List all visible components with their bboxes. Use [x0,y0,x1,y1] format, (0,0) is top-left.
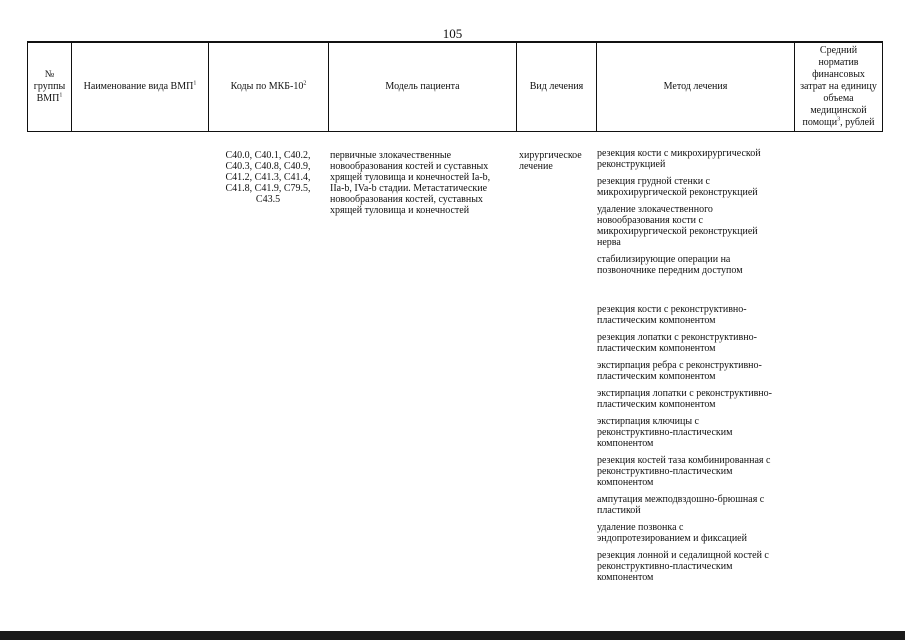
patient-model-line: хрящей туловища и конечностей [330,205,470,216]
icd-codes-line: C40.0, C40.1, C40.2, [225,150,311,161]
treatment-kind-cell [519,150,591,172]
method-line: стабилизирующие операции на [597,254,731,265]
method-line: пластическим компонентом [597,399,716,410]
icd-codes-line: C43.5 [255,194,281,205]
footnote-marker: 1 [193,80,197,87]
header-vmp-name-text: Наименование вида ВМП [83,81,194,92]
method-line: резекция кости с реконструктивно- [597,304,747,315]
treatment-method-item [597,148,793,170]
method-line: реконструктивно-пластическим [597,466,733,477]
treatment-method-item [597,388,793,410]
treatment-method-item [597,550,793,583]
header-average-cost-line: Средний [819,45,858,56]
header-average-cost-line: медицинской [810,105,867,116]
method-line: резекция грудной стенки с [597,176,710,187]
method-line: резекция кости с микрохирургической [597,148,761,159]
footnote-marker: 1 [59,92,63,99]
patient-model-line: новообразования костей, суставных [330,194,483,205]
method-line: микрохирургической реконструкцией [597,226,758,237]
header-average-cost-line: , рублей [840,117,875,128]
method-line: удаление позвонка с [597,522,684,533]
method-line: реконструкцией [597,159,666,170]
header-group-number-line1: группы [33,81,66,92]
treatment-kind-line: лечение [519,161,553,172]
patient-model-line: новообразования костей и суставных [330,161,489,172]
header-icd-codes [209,43,328,131]
footnote-marker: 2 [303,80,307,87]
icd-codes-line: C41.8, C41.9, C79.5, [225,183,311,194]
patient-model-line: IIa-b, IVa-b стадии. Метастатические [330,183,488,194]
footnote-marker: 3 [837,116,841,123]
column-divider [882,41,883,131]
icd-codes-cell [218,150,318,205]
method-line: компонентом [597,438,654,449]
header-vmp-name [72,43,208,131]
method-line: реконструктивно-пластическим [597,561,733,572]
header-average-cost-line: объема [823,93,854,104]
method-line: компонентом [597,477,654,488]
icd-codes-line: C41.2, C41.3, C41.4, [225,172,311,183]
method-line: новообразования кости с [597,215,703,226]
header-average-cost-line: помощи [802,117,838,128]
header-icd-codes-text: Коды по МКБ-10 [230,81,304,92]
treatment-method-item [597,360,793,382]
method-line: экстирпация ребра с реконструктивно- [597,360,762,371]
page-number: 105 [442,26,463,41]
header-bottom-border [27,131,883,132]
patient-model-line: хрящей туловища и конечностей Ia-b, [330,172,491,183]
header-patient-model: Модель пациента [385,81,460,92]
header-treatment-kind: Вид лечения [529,81,584,92]
method-line: эндопротезированием и фиксацией [597,533,747,544]
method-line: пластикой [597,505,641,516]
method-line: ампутация межподвздошно-брюшная с [597,494,765,505]
method-line: пластическим компонентом [597,343,716,354]
method-line: удаление злокачественного [597,204,713,215]
treatment-method-item [597,254,793,276]
treatment-method-item [597,416,793,449]
header-average-cost [795,43,882,131]
method-line: резекция костей таза комбинированная с [597,455,771,466]
treatment-kind-line: хирургическое [519,150,582,161]
method-line: пластическим компонентом [597,315,716,326]
method-line: резекция лопатки с реконструктивно- [597,332,757,343]
treatment-method-item [597,522,793,544]
treatment-method-item [597,304,793,326]
header-group-number-symbol: № [44,69,55,80]
medical-care-table [27,41,883,641]
icd-codes-line: C40.3, C40.8, C40.9, [225,161,311,172]
method-line: компонентом [597,572,654,583]
scan-bottom-edge [0,631,905,640]
treatment-method-item [597,176,793,198]
method-line: реконструктивно-пластическим [597,427,733,438]
method-line: пластическим компонентом [597,371,716,382]
header-average-cost-line: затрат на единицу [800,81,877,92]
patient-model-cell [330,150,516,216]
treatment-method-item [597,455,793,488]
method-line: позвоночнике передним доступом [597,265,743,276]
header-group-number-line2: ВМП [36,93,60,104]
method-line: экстирпация лопатки с реконструктивно- [597,388,772,399]
treatment-methods-cell [597,148,793,589]
method-line: резекция лонной и седалищной костей с [597,550,769,561]
method-line: нерва [597,237,621,248]
patient-model-line: первичные злокачественные [330,150,452,161]
header-average-cost-line: норматив [818,57,859,68]
treatment-method-item [597,332,793,354]
method-line: экстирпация ключицы с [597,416,699,427]
method-line: микрохирургической реконструкцией [597,187,758,198]
treatment-method-item [597,494,793,516]
header-treatment-method: Метод лечения [663,81,728,92]
treatment-method-item [597,204,793,248]
header-group-number [28,43,71,131]
header-average-cost-line: финансовых [812,69,865,80]
